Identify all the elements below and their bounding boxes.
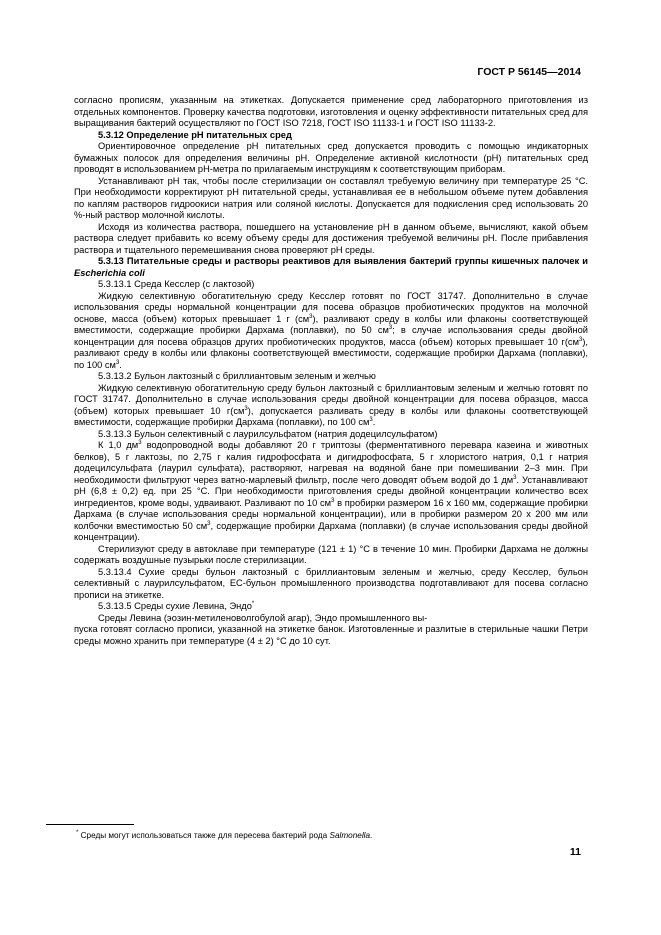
footnote-end: . bbox=[370, 831, 373, 840]
body-text bbox=[74, 95, 588, 647]
superscript: 3 bbox=[513, 474, 517, 481]
heading-text: 5.3.13 Питательные среды и растворы реактивов для выявления бактерий группы кишечных палочек и bbox=[98, 256, 588, 266]
footnote-marker: * bbox=[76, 830, 79, 836]
paragraph-lactose-broth bbox=[74, 383, 588, 429]
paragraph-ph-adjust: Устанавливают рН так, чтобы после стерилизации он составлял требуемую величину при температуре 25 °С. При необходимости корректируют рН питательной среды, устанавливая ее в небольшом объеме путем добавления по каплям растворов гидроокиси натрия или соляной кислоты. Допускается для подкисления сред использовать 20 %-ный раствор молочной кислоты. bbox=[74, 175, 588, 220]
heading-italic-species: Escherichia coli bbox=[74, 267, 145, 278]
superscript: 3 bbox=[578, 336, 583, 343]
text-run: . Устанавливают рН (6,8 ± 0,2) ед. при 25 °С. При необходимости приготовления среды двойной концентрации количество всех ингредиентов, кроме воды, удваивают. Разливают по 10 см bbox=[74, 474, 588, 508]
text-run: К 1,0 дм bbox=[98, 440, 139, 450]
superscript: 3 bbox=[207, 520, 211, 527]
footnote bbox=[76, 831, 372, 840]
paragraph-continuation: согласно прописям, указанным на этикетках. Допускается применение сред лабораторного приготовления из отдельных компонентов. Проверку качества подготовки, изготовления и оценку эффективности питательных сред для выращивания бактерий осуществляют по ГОСТ ISO 7218, ГОСТ ISO 11133-1 и ГОСТ ISO 11133-2. bbox=[74, 95, 588, 128]
subsection-5-3-13-5 bbox=[74, 601, 588, 613]
paragraph-kessler bbox=[74, 291, 588, 372]
text-run: Жидкую селективную обогатительную среду Кесслер готовят по ГОСТ 31747. Дополнительно в случае использования среды нормальной концентрации для посева образцов пробиотических продуктов на молочной основе, масса (объем) которых превышает 1 г (см bbox=[74, 290, 588, 324]
footnote-text: Среды могут использоваться также для пересева бактерий рода bbox=[78, 831, 328, 840]
text-run: . bbox=[372, 417, 376, 427]
subsection-5-3-13-4: 5.3.13.4 Сухие среды бульон лактозный с бриллиантовым зеленым и желчью, среду Кесслер, бульон селективный с лаурилсульфатом, ЕС-бульон промышленного производства подготавливают для посева согласно прописи на этикетке. bbox=[74, 566, 588, 600]
superscript: 3 bbox=[331, 497, 335, 504]
superscript: 3 bbox=[244, 405, 248, 412]
text-run: в пробирки размером 16 х 160 мм, содержащие пробирки Дархама (в случае использования среды нормальной концентрации), или в пробирки размером 20 х 200 мм или колбочки вместимостью 50 см bbox=[74, 497, 588, 531]
page-number: 11 bbox=[569, 846, 581, 858]
subsection-5-3-13-3: 5.3.13.3 Бульон селективный с лаурилсульфатом (натрия додецилсульфатом) bbox=[98, 428, 438, 439]
document-code-header: ГОСТ Р 56145—2014 bbox=[477, 66, 581, 78]
section-heading-5-3-13 bbox=[74, 256, 588, 279]
text-run: 5.3.13.5 Среды сухие Левина, Эндо bbox=[98, 601, 252, 611]
text-run: ), разливают среду в колбы или флаконы соответствующей вместимости, содержащие пробирки Дархама (поплавки), по 100 см bbox=[74, 336, 588, 370]
superscript: 3 bbox=[115, 359, 120, 366]
superscript: 3 bbox=[388, 325, 393, 331]
text-run: Жидкую селективную обогатительную среду бульон лактозный с бриллиантовым зеленым и желчью готовят по ГОСТ 31747. Дополнительно в случае использования среды двойной концентрации для посева образцов, масса (объем) которых превышает 10 г(см bbox=[74, 382, 588, 416]
text-run: ), разливают среду в колбы или флаконы соответствующей вместимости, содержащие пробирки Дархама (поплавки), по 50 см bbox=[74, 313, 588, 335]
subsection-5-3-13-1: 5.3.13.1 Среда Кесслер (с лактозой) bbox=[98, 279, 255, 289]
footnote-marker: * bbox=[251, 601, 255, 607]
paragraph-ph-calc: Исходя из количества раствора, пошедшего на установление рН в данном объеме, вычисляют, какой объем раствора следует прибавить ко всему объему среды для достижения требуемой величины рН. После прибавления раствора и тщательного перемешивания снова проверяют рН среды. bbox=[74, 221, 588, 255]
superscript: 3 bbox=[138, 440, 142, 446]
text-run: , содержащие пробирки Дархама (поплавки) (в случае использования среды двойной концентрации). bbox=[74, 520, 588, 542]
superscript: 3 bbox=[369, 417, 373, 423]
superscript: 3 bbox=[309, 313, 313, 320]
footnote-italic: Salmonella bbox=[329, 831, 371, 840]
paragraph-storage: пуска готовят согласно прописи, указанной на этикетке банок. Изготовленные и разлитые в стерильные чашки Петри среды можно хранить при температуре (4 ± 2) °С до 10 сут. bbox=[74, 624, 588, 646]
footnote-divider bbox=[46, 824, 134, 825]
paragraph-sterilize: Стерилизуют среду в автоклаве при температуре (121 ± 1) °С в течение 10 мин. Пробирки Дархама не должны содержать воздушные пузырьки после стерилизации. bbox=[74, 543, 588, 565]
paragraph-levin-endo: Среды Левина (эозин-метиленоволгобулой агар), Эндо промышленного вы- bbox=[98, 612, 428, 623]
paragraph-ph-indicator: Ориентировочное определение рН питательных сред допускается проводить с помощью индикаторных бумажных полосок для определения величины рН. Определение активной кислотности (рН) питательных сред проводят в использованием рН-метра по прилагаемым инструкциям к соответствующим приборам. bbox=[74, 141, 588, 174]
subsection-5-3-13-2: 5.3.13.2 Бульон лактозный с бриллиантовым зеленым и желчью bbox=[98, 371, 376, 381]
text-run: ), допускается разливать среду в колбы или флаконы соответствующей вместимости, содержащие пробирки Дархама (поплавки), по 100 см bbox=[74, 405, 588, 427]
text-run: ; в случае использования среды двойной концентрации для посева образцов других пробиотических продуктов, масса (объем) которых превышает 10 г(см bbox=[74, 325, 588, 347]
text-run: водопроводной воды добавляют 20 г триптозы (ферментативного перевара казеина и животных белков), 5 г лактозы, по 2,75 г калия гидрофосфата и дигидрофосфата, 5 г хлористого натрия, 0,1 г натрия додецилсульфата (лаурил сульфата), растворяют, нагревая на водяной бане при помешивании 2–3 мин. При необходимости фильтруют через ватно-марлевый фильтр, после чего доводят объем водой до 1 дм bbox=[74, 440, 589, 485]
section-heading-5-3-12: 5.3.12 Определение рН питательных сред bbox=[98, 129, 292, 140]
text-run: . bbox=[119, 359, 122, 370]
paragraph-lauryl-broth bbox=[74, 440, 588, 544]
